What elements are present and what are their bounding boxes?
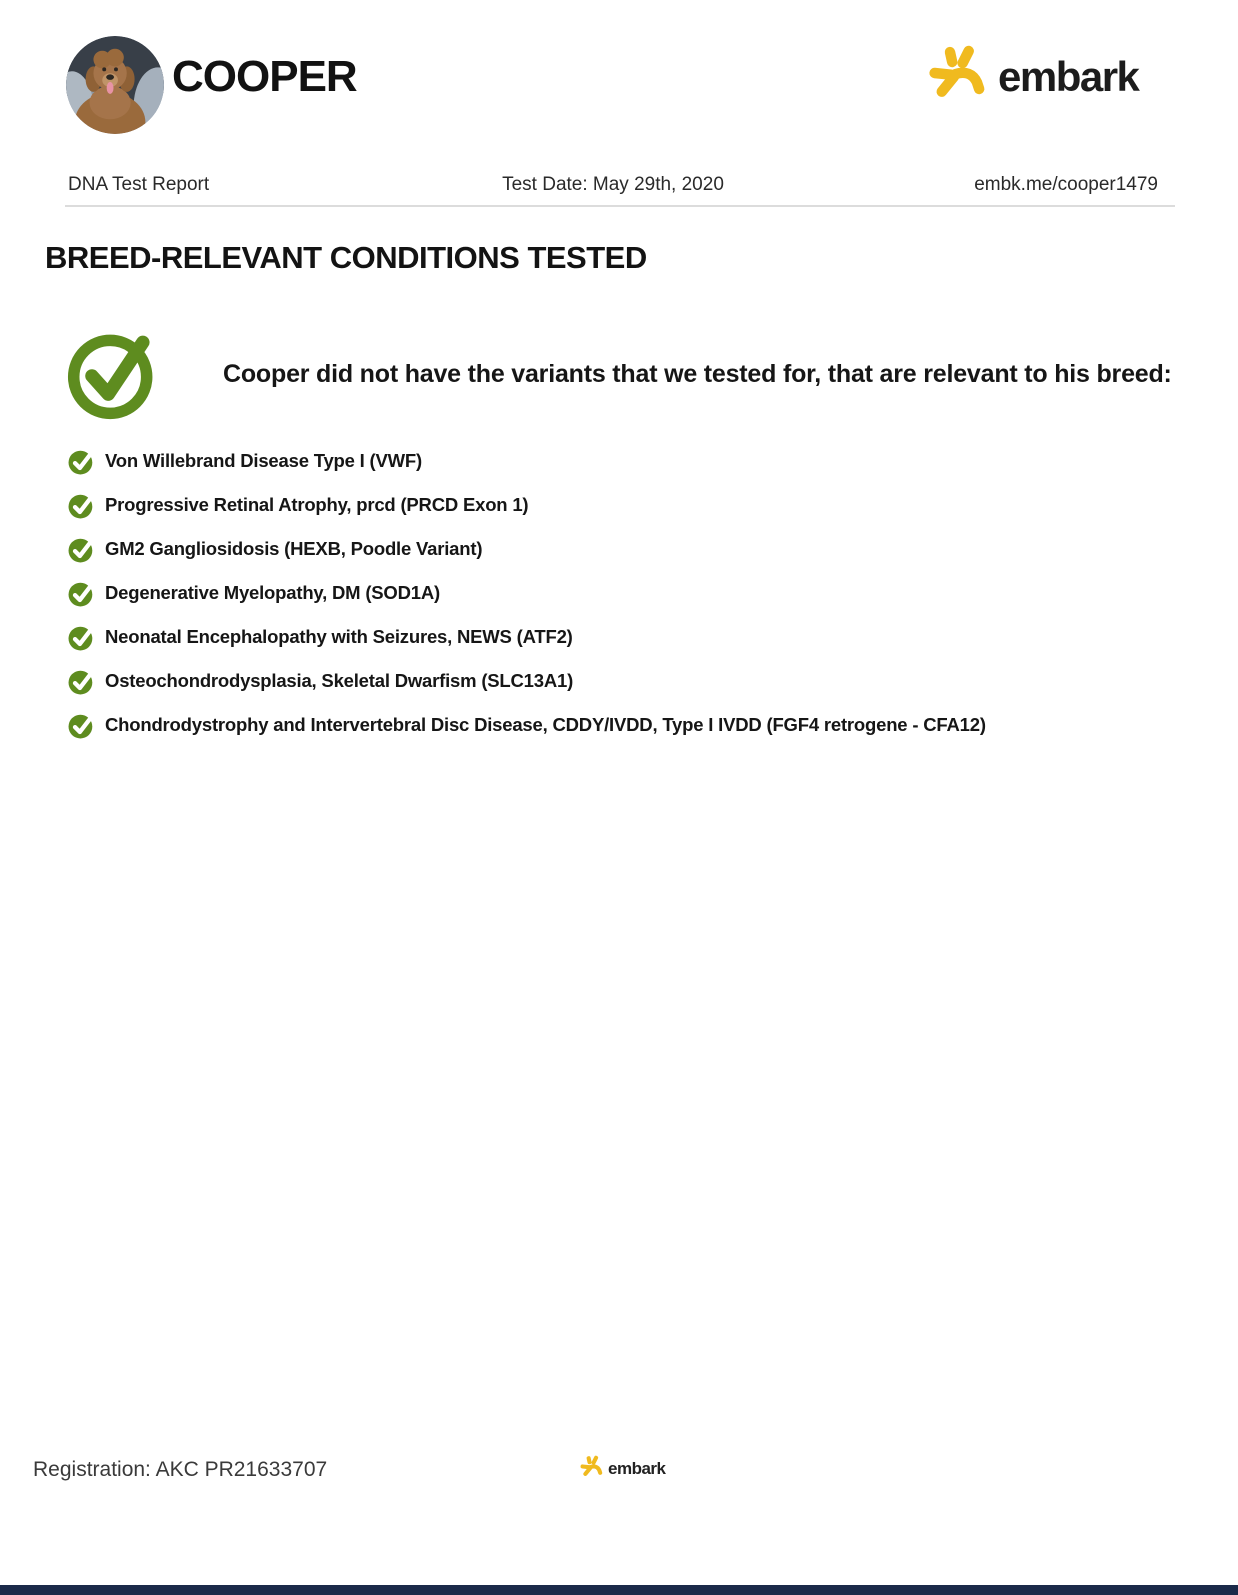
- page-bottom-bar: [0, 1585, 1238, 1595]
- check-icon: [68, 492, 95, 519]
- conditions-list: [68, 447, 986, 755]
- result-summary: [67, 326, 1172, 422]
- condition-row: [68, 491, 986, 519]
- page-title-dog-name: COOPER: [172, 52, 357, 101]
- condition-label: GM2 Gangliosidosis (HEXB, Poodle Variant): [105, 538, 483, 559]
- report-meta-row: [68, 174, 1158, 196]
- embark-logo: [928, 44, 1138, 102]
- embark-wordmark: embark: [998, 53, 1139, 100]
- embark-wordmark: embark: [608, 1459, 666, 1478]
- check-icon: [68, 448, 95, 475]
- condition-row: [68, 579, 986, 607]
- embark-dog-icon: [928, 44, 994, 102]
- dog-avatar: [66, 36, 164, 134]
- check-icon: [68, 536, 95, 563]
- condition-row: [68, 667, 986, 695]
- test-date: Test Date: May 29th, 2020: [502, 174, 724, 195]
- condition-row: [68, 447, 986, 475]
- report-type-label: DNA Test Report: [68, 174, 210, 195]
- check-icon: [68, 580, 95, 607]
- check-icon: [68, 668, 95, 695]
- condition-label: Osteochondrodysplasia, Skeletal Dwarfism (SLC13A1): [105, 670, 574, 691]
- condition-row: [68, 711, 986, 739]
- check-icon: [68, 712, 95, 739]
- report-short-link[interactable]: embk.me/cooper1479: [974, 174, 1158, 195]
- summary-text: Cooper did not have the variants that we tested for, that are relevant to his breed:: [223, 359, 1172, 388]
- poodle-photo-icon: [66, 36, 164, 134]
- section-title: BREED-RELEVANT CONDITIONS TESTED: [45, 240, 647, 275]
- condition-label: Chondrodystrophy and Intervertebral Disc Disease, CDDY/IVDD, Type I IVDD (FGF4 retrogene - CFA12): [105, 714, 986, 735]
- embark-dog-icon: [580, 1455, 606, 1478]
- condition-label: Degenerative Myelopathy, DM (SOD1A): [105, 582, 440, 603]
- footer-embark-logo: [580, 1455, 665, 1478]
- condition-label: Neonatal Encephalopathy with Seizures, NEWS (ATF2): [105, 626, 573, 647]
- condition-label: Progressive Retinal Atrophy, prcd (PRCD Exon 1): [105, 494, 529, 515]
- check-icon: [68, 624, 95, 651]
- header-divider: [65, 205, 1175, 207]
- condition-label: Von Willebrand Disease Type I (VWF): [105, 450, 422, 471]
- condition-row: [68, 535, 986, 563]
- registration-number: Registration: AKC PR21633707: [33, 1458, 328, 1481]
- check-circle-icon: [67, 326, 163, 422]
- condition-row: [68, 623, 986, 651]
